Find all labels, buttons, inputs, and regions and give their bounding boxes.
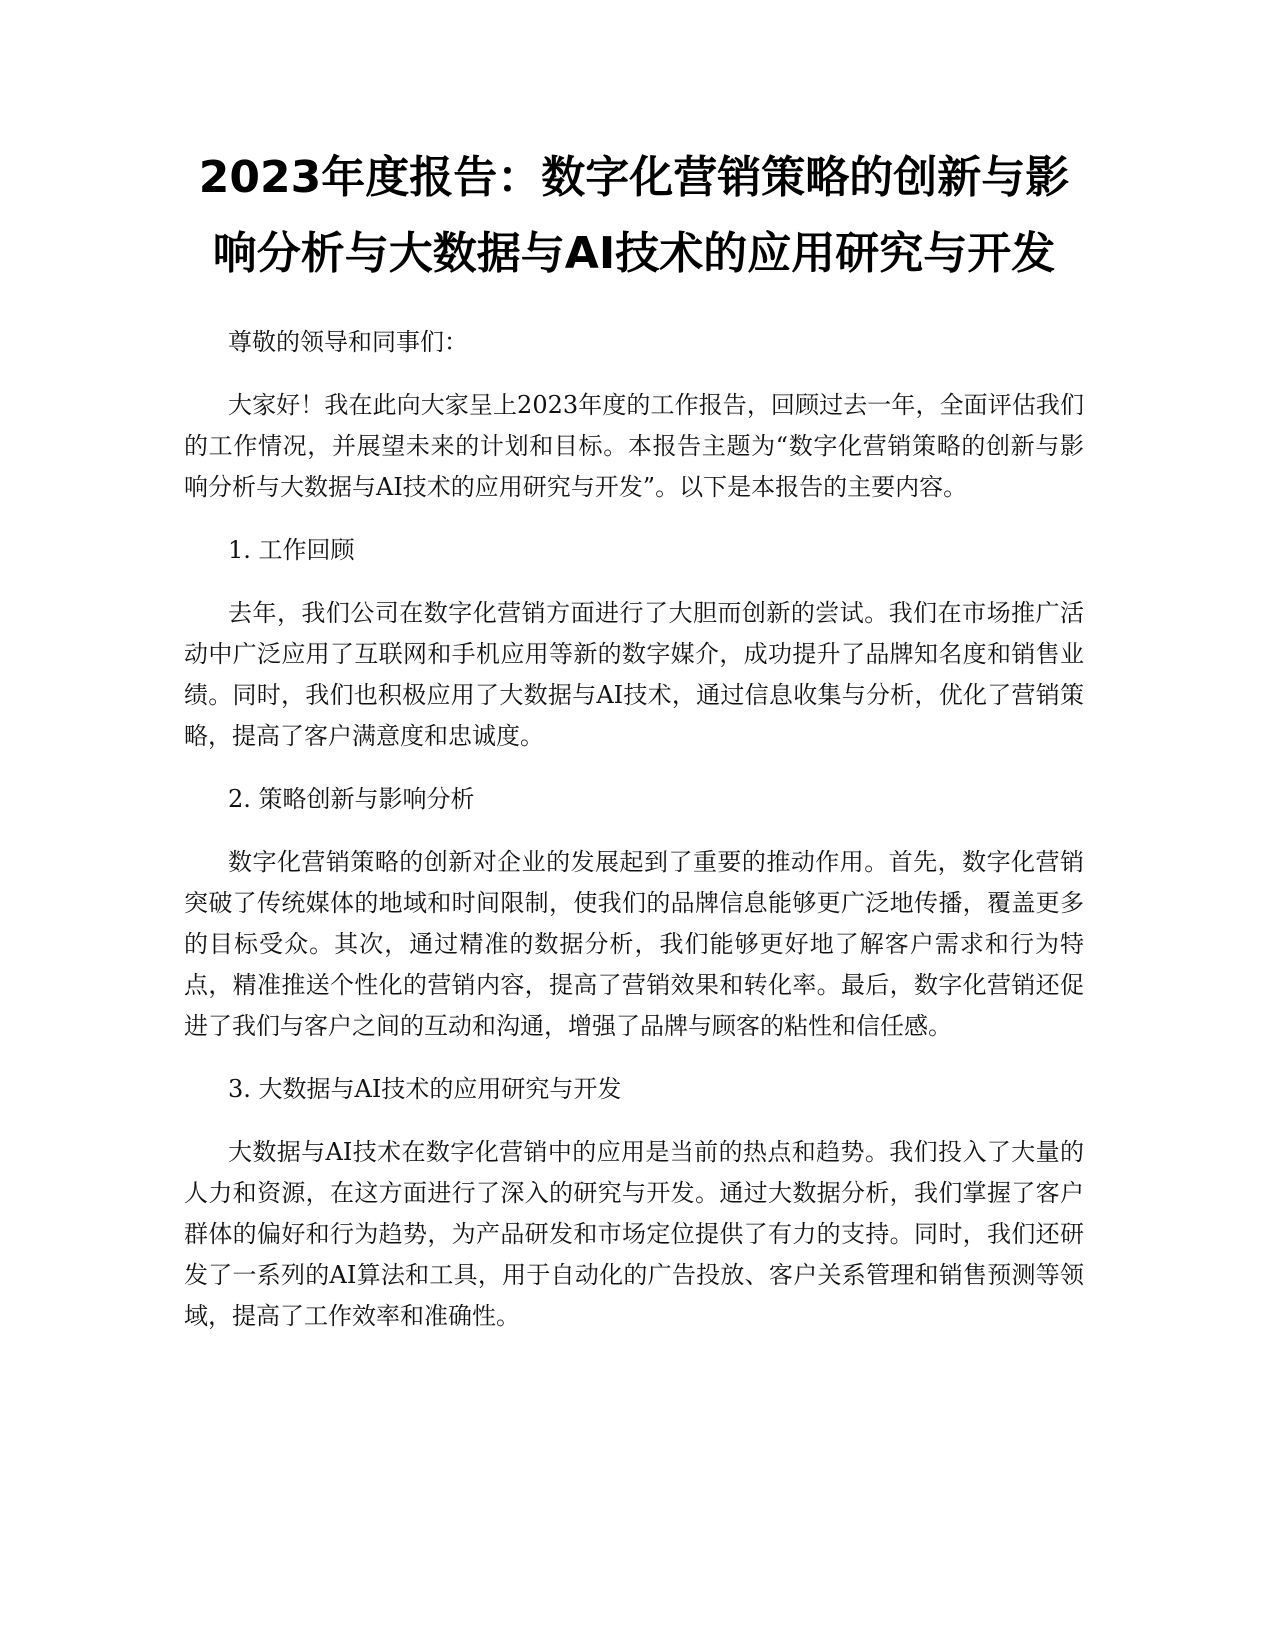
section-heading-bigdata-ai: 3. 大数据与AI技术的应用研究与开发 bbox=[228, 1075, 622, 1103]
intro-paragraph: 大家好！我在此向大家呈上2023年度的工作报告，回顾过去一年，全面评估我们的工作情况，并展望未来的计划和目标。本报告主题为“数字化营销策略的创新与影响分析与大数据与AI技术的应用研究与开发”。以下是本报告的主要内容。 bbox=[184, 391, 1084, 501]
section-heading-work-review: 1. 工作回顾 bbox=[228, 536, 355, 564]
section-heading-strategy-innovation: 2. 策略创新与影响分析 bbox=[228, 785, 475, 813]
section-body-strategy-innovation: 数字化营销策略的创新对企业的发展起到了重要的推动作用。首先，数字化营销突破了传统媒体的地域和时间限制，使我们的品牌信息能够更广泛地传播，覆盖更多的目标受众。其次，通过精准的数据分析，我们能够更好地了解客户需求和行为特点，精准推送个性化的营销内容，提高了营销效果和转化率。最后，数字化营销还促进了我们与客户之间的互动和沟通，增强了品牌与顾客的粘性和信任感。 bbox=[184, 848, 1084, 1040]
greeting-line: 尊敬的领导和同事们： bbox=[228, 328, 468, 356]
document-title: 2023年度报告：数字化营销策略的创新与影响分析与大数据与AI技术的应用研究与开发 bbox=[198, 152, 1070, 279]
section-body-bigdata-ai: 大数据与AI技术在数字化营销中的应用是当前的热点和趋势。我们投入了大量的人力和资源，在这方面进行了深入的研究与开发。通过大数据分析，我们掌握了客户群体的偏好和行为趋势，为产品研发和市场定位提供了有力的支持。同时，我们还研发了一系列的AI算法和工具，用于自动化的广告投放、客户关系管理和销售预测等领域，提高了工作效率和准确性。 bbox=[184, 1138, 1084, 1330]
document-body bbox=[184, 140, 1084, 1337]
section-body-work-review: 去年，我们公司在数字化营销方面进行了大胆而创新的尝试。我们在市场推广活动中广泛应用了互联网和手机应用等新的数字媒介，成功提升了品牌知名度和销售业绩。同时，我们也积极应用了大数据与AI技术，通过信息收集与分析，优化了营销策略，提高了客户满意度和忠诚度。 bbox=[184, 599, 1084, 750]
